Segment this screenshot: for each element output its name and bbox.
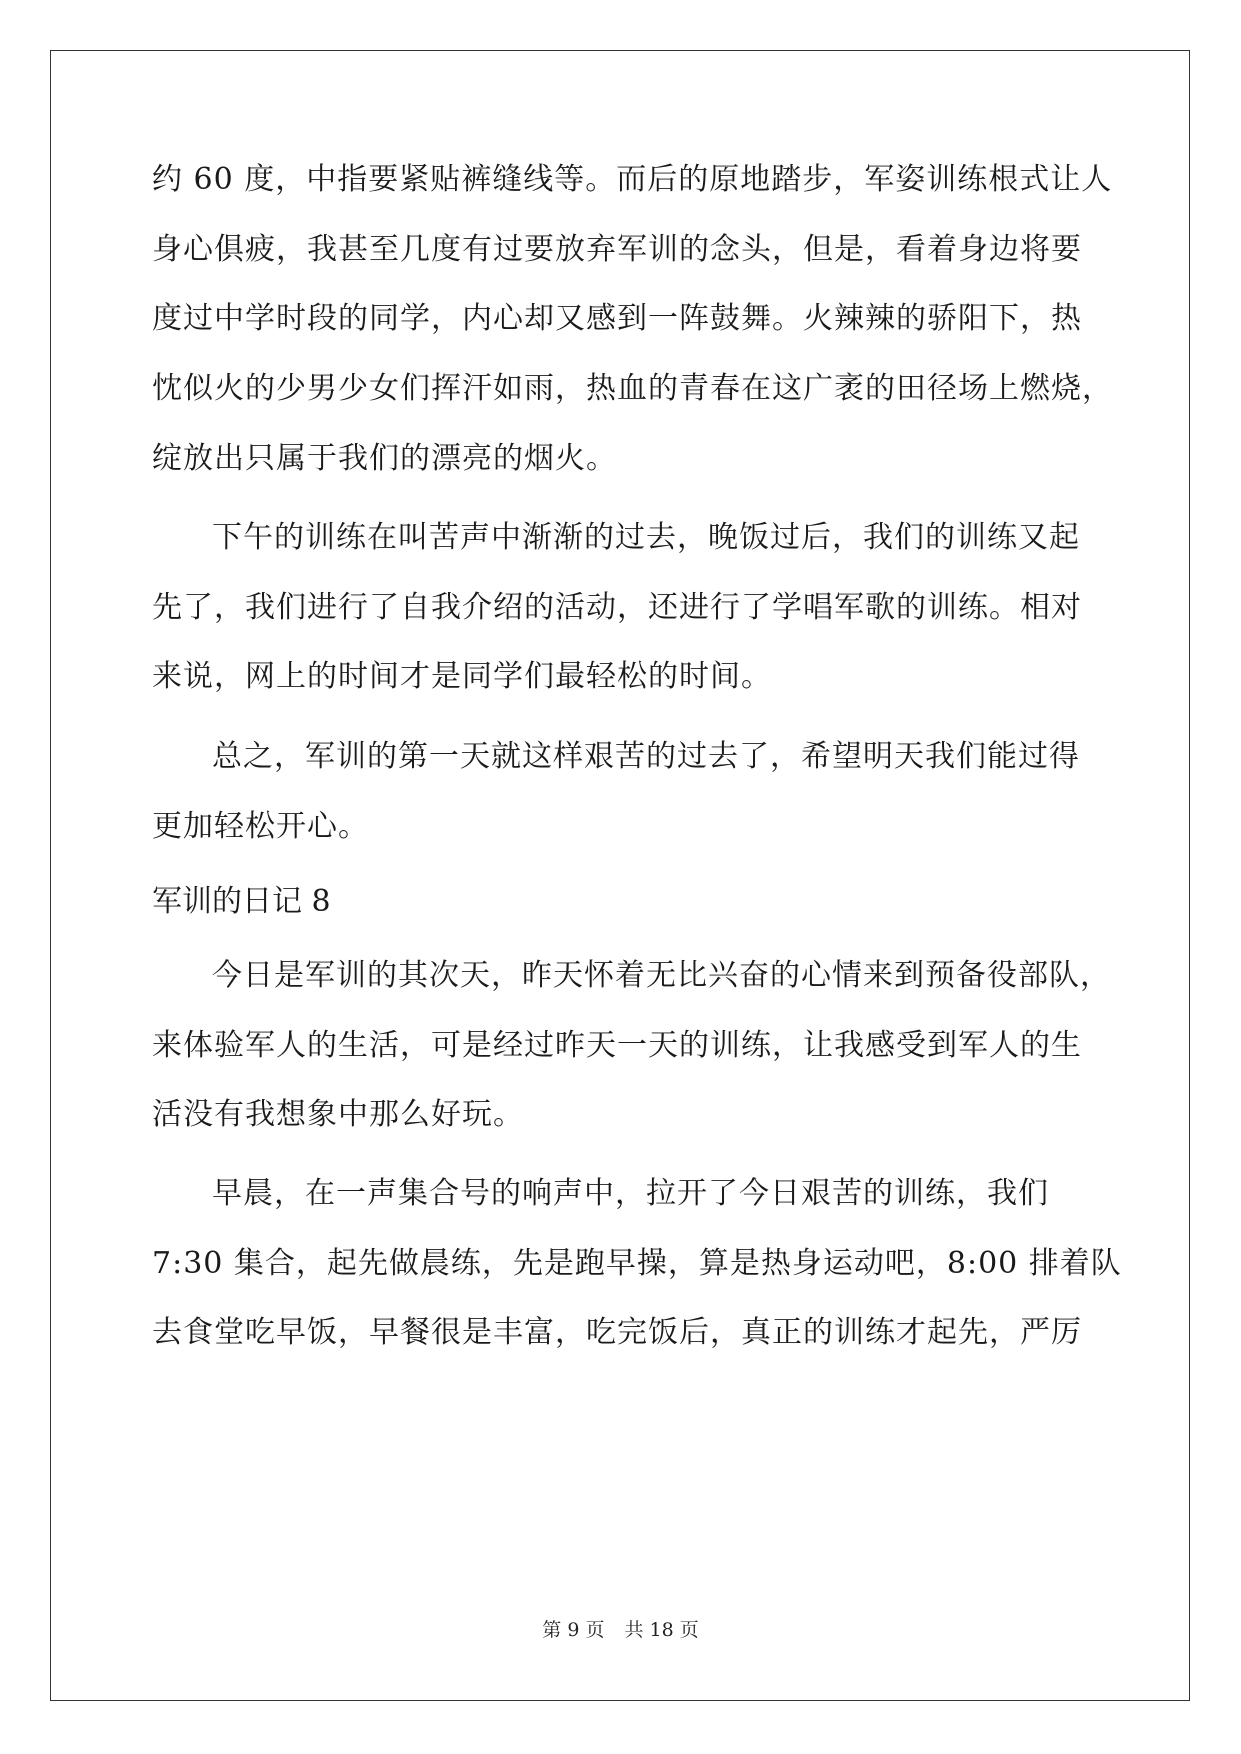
paragraph-line: 去食堂吃早饭，早餐很是丰富，吃完饭后，真正的训练才起先，严厉 bbox=[152, 1315, 1082, 1350]
paragraph-line: 下午的训练在叫苦声中渐渐的过去，晚饭过后，我们的训练又起 bbox=[212, 520, 1080, 555]
paragraph-line: 约 60 度，中指要紧贴裤缝线等。而后的原地踏步，军姿训练根式让人 bbox=[152, 162, 1113, 197]
page-total: 共 18 页 bbox=[624, 1619, 699, 1641]
paragraph-line: 7:30 集合，起先做晨练，先是跑早操，算是热身运动吧，8:00 排着队 bbox=[152, 1246, 1122, 1281]
paragraph-line: 总之，军训的第一天就这样艰苦的过去了，希望明天我们能过得 bbox=[212, 739, 1080, 774]
paragraph-line: 度过中学时段的同学，内心却又感到一阵鼓舞。火辣辣的骄阳下，热 bbox=[152, 301, 1082, 336]
paragraph-line: 来体验军人的生活，可是经过昨天一天的训练，让我感受到军人的生 bbox=[152, 1028, 1082, 1063]
paragraph-line: 身心俱疲，我甚至几度有过要放弃军训的念头，但是，看着身边将要 bbox=[152, 232, 1082, 267]
paragraph-line: 今日是军训的其次天，昨天怀着无比兴奋的心情来到预备役部队， bbox=[212, 958, 1111, 993]
page-number: 第 9 页 bbox=[542, 1619, 605, 1641]
paragraph-line: 早晨，在一声集合号的响声中，拉开了今日艰苦的训练，我们 bbox=[212, 1176, 1049, 1211]
paragraph-line: 忱似火的少男少女们挥汗如雨，热血的青春在这广袤的田径场上燃烧， bbox=[152, 371, 1113, 406]
paragraph-line: 更加轻松开心。 bbox=[152, 809, 369, 844]
paragraph-line: 活没有我想象中那么好玩。 bbox=[152, 1097, 524, 1132]
page-footer bbox=[0, 1615, 1241, 1642]
paragraph-line: 来说，网上的时间才是同学们最轻松的时间。 bbox=[152, 659, 772, 694]
page-border bbox=[50, 50, 1190, 1701]
paragraph-line: 绽放出只属于我们的漂亮的烟火。 bbox=[152, 441, 617, 476]
section-heading: 军训的日记 8 bbox=[152, 884, 331, 919]
paragraph-line: 先了，我们进行了自我介绍的活动，还进行了学唱军歌的训练。相对 bbox=[152, 590, 1082, 625]
